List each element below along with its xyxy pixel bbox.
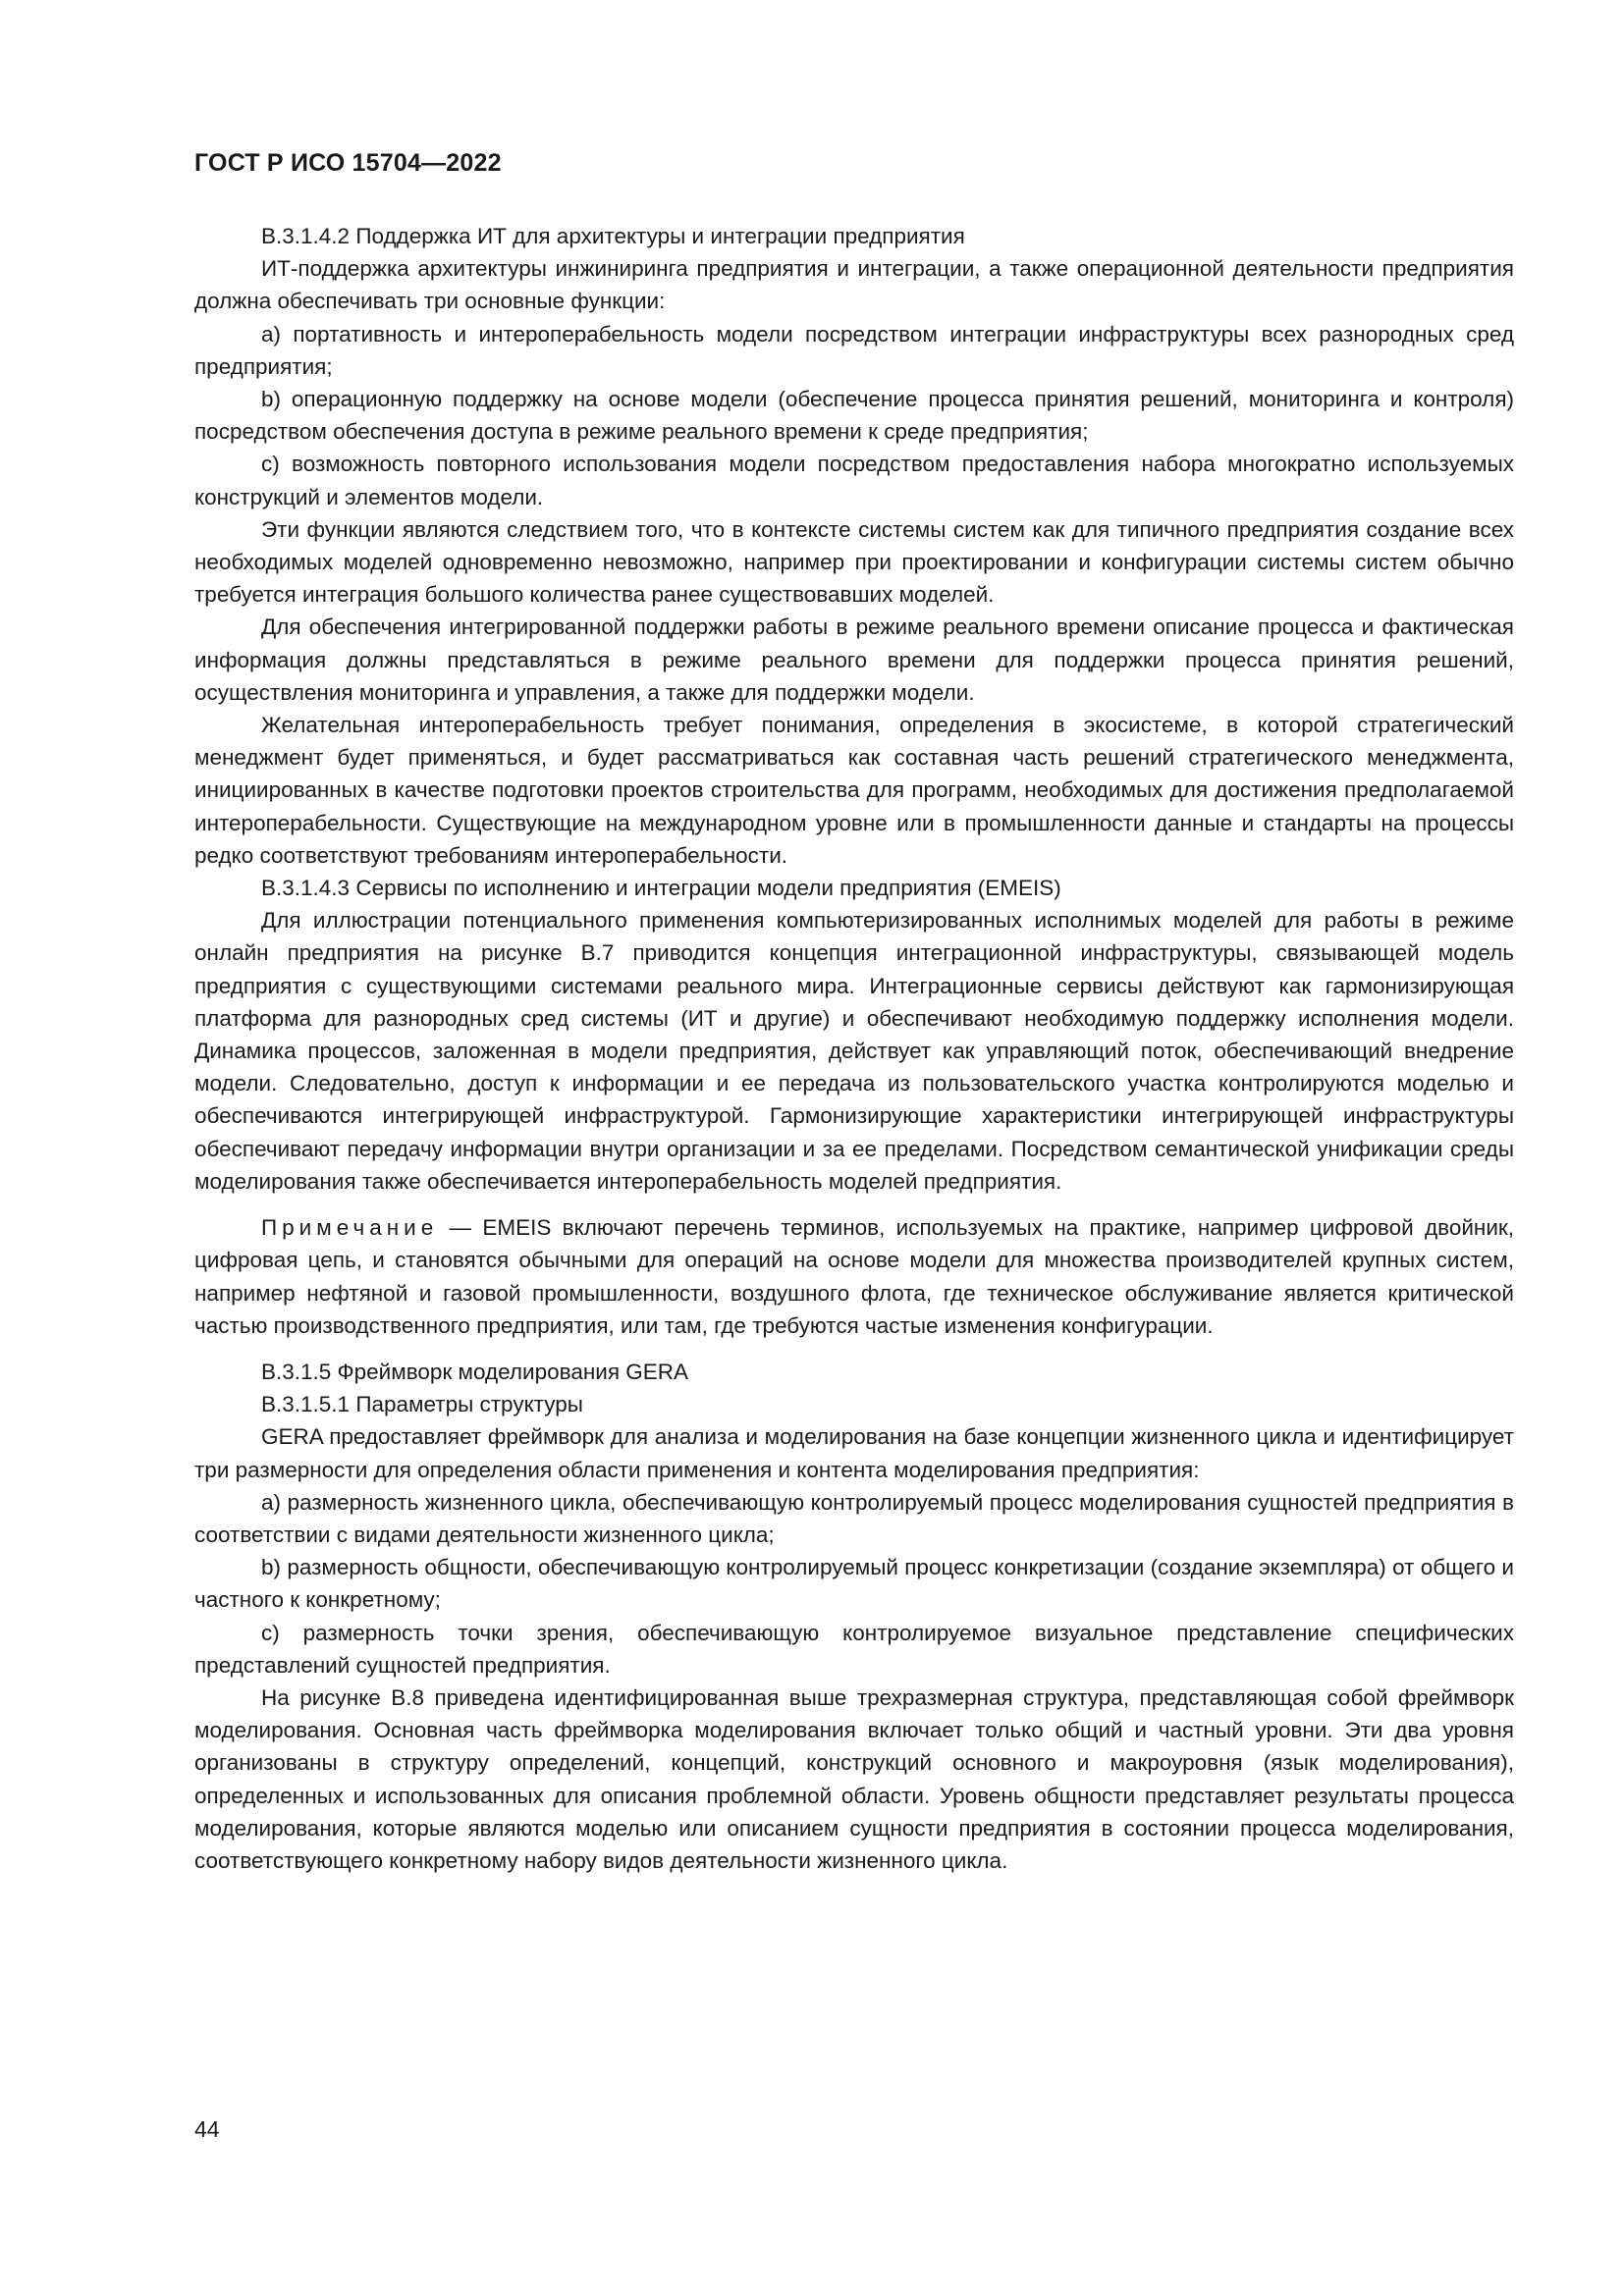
list-item: b) операционную поддержку на основе модели (обеспечение процесса принятия решений, мониторинга и контроля) посредством обеспечения доступа в режиме реального времени к среде предприятия; xyxy=(194,387,1514,445)
note-label: Примечание xyxy=(261,1215,439,1241)
standard-title: ГОСТ Р ИСО 15704—2022 xyxy=(194,149,502,177)
paragraph: Желательная интероперабельность требует понимания, определения в экосистеме, в которой стратегический менеджмент будет применяться, и будет рассматриваться как составная часть решений стратегического менеджмента, инициированных в качестве подготовки проектов строительства для программ, необходимых для достижения предполагаемой интероперабельности. Существующие на международном уровне или в промышленности данные и стандарты на процессы редко соответствуют требованиям интероперабельности. xyxy=(194,713,1514,868)
section-heading: В.3.1.4.3 Сервисы по исполнению и интеграции модели предприятия (EMEIS) xyxy=(261,876,1061,901)
paragraph: Эти функции являются следствием того, что в контексте системы систем как для типичного предприятия создание всех необходимых моделей одновременно невозможно, например при проектировании и конфигурации системы систем обычно требуется интеграция большого количества ранее существовавших моделей. xyxy=(194,516,1514,608)
paragraph: ИТ-поддержка архитектуры инжиниринга предприятия и интеграции, а также операционной деятельности предприятия должна обеспечивать три основные функции: xyxy=(194,256,1514,314)
note xyxy=(194,1211,1514,1342)
body-text xyxy=(194,220,1514,1877)
paragraph: На рисунке В.8 приведена идентифицированная выше трехразмерная структура, представляющая собой фреймворк моделирования. Основная часть фреймворка моделирования включает только общий и частный уровни. Эти два уровня организованы в структуру определений, концепций, конструкций основного и макроуровня (язык моделирования), определенных и использованных для описания проблемной области. Уровень общности представляет результаты процесса моделирования, которые являются моделью или описанием сущности предприятия в состоянии процесса моделирования, соответствующего конкретному набору видов деятельности жизненного цикла. xyxy=(194,1684,1514,1873)
section-heading: В.3.1.5 Фреймворк моделирования GERA xyxy=(261,1359,689,1384)
list-item: a) размерность жизненного цикла, обеспечивающую контролируемый процесс моделирования сущностей предприятия в соответствии с видами деятельности жизненного цикла; xyxy=(194,1489,1514,1547)
paragraph: Для иллюстрации потенциального применения компьютеризированных исполнимых моделей для работы в режиме онлайн предприятия на рисунке В.7 приводится концепция интеграционной инфраструктуры, связывающей модель предприятия с существующими системами реального мира. Интеграционные сервисы действуют как гармонизирующая платформа для разнородных сред системы (ИТ и другие) и обеспечивают необходимую поддержку исполнения модели. Динамика процессов, заложенная в модели предприятия, действует как управляющий поток, обеспечивающий внедрение модели. Следовательно, доступ к информации и ее передача из пользовательского участка контролируются моделью и обеспечиваются интегрирующей инфраструктурой. Гармонизирующие характеристики интегрирующей инфраструктуры обеспечивают передачу информации внутри организации и за ее пределами. Посредством семантической унификации среды моделирования также обеспечивается интероперабельность моделей предприятия. xyxy=(194,908,1514,1194)
list-item: c) возможность повторного использования модели посредством предоставления набора многократно используемых конструкций и элементов модели. xyxy=(194,452,1514,509)
page-number: 44 xyxy=(194,2116,220,2142)
section-heading: В.3.1.5.1 Параметры структуры xyxy=(261,1392,583,1417)
paragraph: Для обеспечения интегрированной поддержки работы в режиме реального времени описание процесса и фактическая информация должны представляться в режиме реального времени для поддержки процесса принятия решений, осуществления мониторинга и управления, а также для поддержки модели. xyxy=(194,614,1514,705)
note-text: — EMEIS включают перечень терминов, используемых на практике, например цифровой двойник, цифровая цепь, и становятся обычными для операций на основе модели для множества производителей крупных систем, например нефтяной и газовой промышленности, воздушного флота, где техническое обслуживание является критической частью производственного предприятия, или там, где требуются частые изменения конфигурации. xyxy=(194,1215,1514,1338)
list-item: b) размерность общности, обеспечивающую контролируемый процесс конкретизации (создание экземпляра) от общего и частного к конкретному; xyxy=(194,1555,1514,1613)
section-heading: В.3.1.4.2 Поддержка ИТ для архитектуры и интеграции предприятия xyxy=(261,224,965,248)
paragraph: GERA предоставляет фреймворк для анализа и моделирования на базе концепции жизненного цикла и идентифицирует три размерности для определения области применения и контента моделирования предприятия: xyxy=(194,1424,1514,1482)
list-item: a) портативность и интероперабельность модели посредством интеграции инфраструктуры всех разнородных сред предприятия; xyxy=(194,321,1514,379)
list-item: c) размерность точки зрения, обеспечивающую контролируемое визуальное представление специфических представлений сущностей предприятия. xyxy=(194,1620,1514,1678)
